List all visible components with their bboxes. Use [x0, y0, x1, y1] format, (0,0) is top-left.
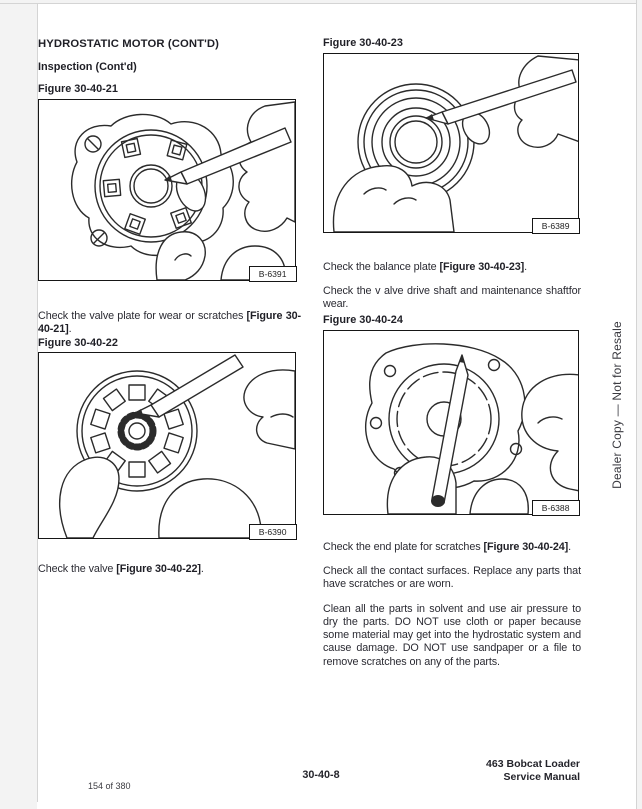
figure-21-reference: [Figure 30-40-21] [38, 309, 302, 335]
page-title: HYDROSTATIC MOTOR (CONT'D) [38, 38, 219, 50]
figure-24-reference: [Figure 30-40-24] [483, 540, 569, 553]
figure-22-illustration-valve [39, 353, 295, 538]
figure-21-illustration-valve-plate [39, 100, 295, 280]
caption-period: . [524, 260, 528, 273]
caption-period: . [568, 540, 572, 553]
figure-23-frame [323, 53, 579, 233]
caption-valve-plate [38, 310, 301, 336]
figure-22-heading: Figure 30-40-22 [38, 337, 118, 349]
dealer-copy-watermark: Dealer Copy — Not for Resale [610, 321, 624, 489]
caption-end-plate [323, 541, 581, 554]
footer-scan-page-indicator: 154 of 380 [88, 781, 131, 791]
footer-manual-title [486, 758, 580, 783]
scan-right-edge-line [636, 0, 637, 809]
caption-balance-plate [323, 261, 581, 274]
scan-top-edge-line [0, 3, 637, 4]
figure-24-tag: B-6388 [532, 500, 580, 516]
footer-section-page-number: 30-40-8 [302, 769, 340, 781]
section-subtitle: Inspection (Cont'd) [38, 61, 137, 73]
figure-21-frame [38, 99, 296, 281]
figure-23-heading: Figure 30-40-23 [323, 37, 403, 49]
caption-period: . [68, 323, 72, 335]
paragraph-drive-shaft: Check the v alve drive shaft and maintenance shaftfor wear. [323, 284, 581, 310]
caption-text: Check the valve [38, 562, 117, 575]
figure-23-tag: B-6389 [532, 218, 580, 234]
figure-22-reference: [Figure 30-40-22] [116, 562, 201, 575]
footer-manual-line2: Service Manual [503, 770, 580, 783]
figure-22-frame [38, 352, 296, 539]
figure-24-heading: Figure 30-40-24 [323, 314, 403, 326]
figure-24-illustration-end-plate [324, 331, 578, 514]
figure-23-reference: [Figure 30-40-23] [439, 260, 525, 273]
caption-valve [38, 563, 301, 576]
scan-left-margin [0, 0, 37, 809]
figure-23-illustration-balance-plate [324, 54, 578, 232]
figure-21-tag: B-6391 [249, 266, 297, 282]
scan-right-margin [637, 0, 642, 809]
figure-24-frame [323, 330, 579, 515]
caption-period: . [200, 562, 204, 575]
paragraph-contact-surfaces: Check all the contact surfaces. Replace any parts that have scratches or are worn. [323, 564, 581, 590]
caption-text: Check the end plate for scratches [323, 540, 484, 553]
caption-text: Check the valve plate for wear or scratches [38, 309, 247, 322]
caption-text: Check the balance plate [323, 260, 440, 273]
paragraph-cleaning-instructions: Clean all the parts in solvent and use air pressure to dry the parts. DO NOT use cloth or paper because some material may get into the hydrostatic system and cause damage. DO NOT use sandpaper or a file to remove scratches on any of the parts. [323, 602, 581, 668]
figure-21-heading: Figure 30-40-21 [38, 83, 118, 95]
figure-22-tag: B-6390 [249, 524, 297, 540]
footer-manual-line1: 463 Bobcat Loader [486, 758, 580, 770]
